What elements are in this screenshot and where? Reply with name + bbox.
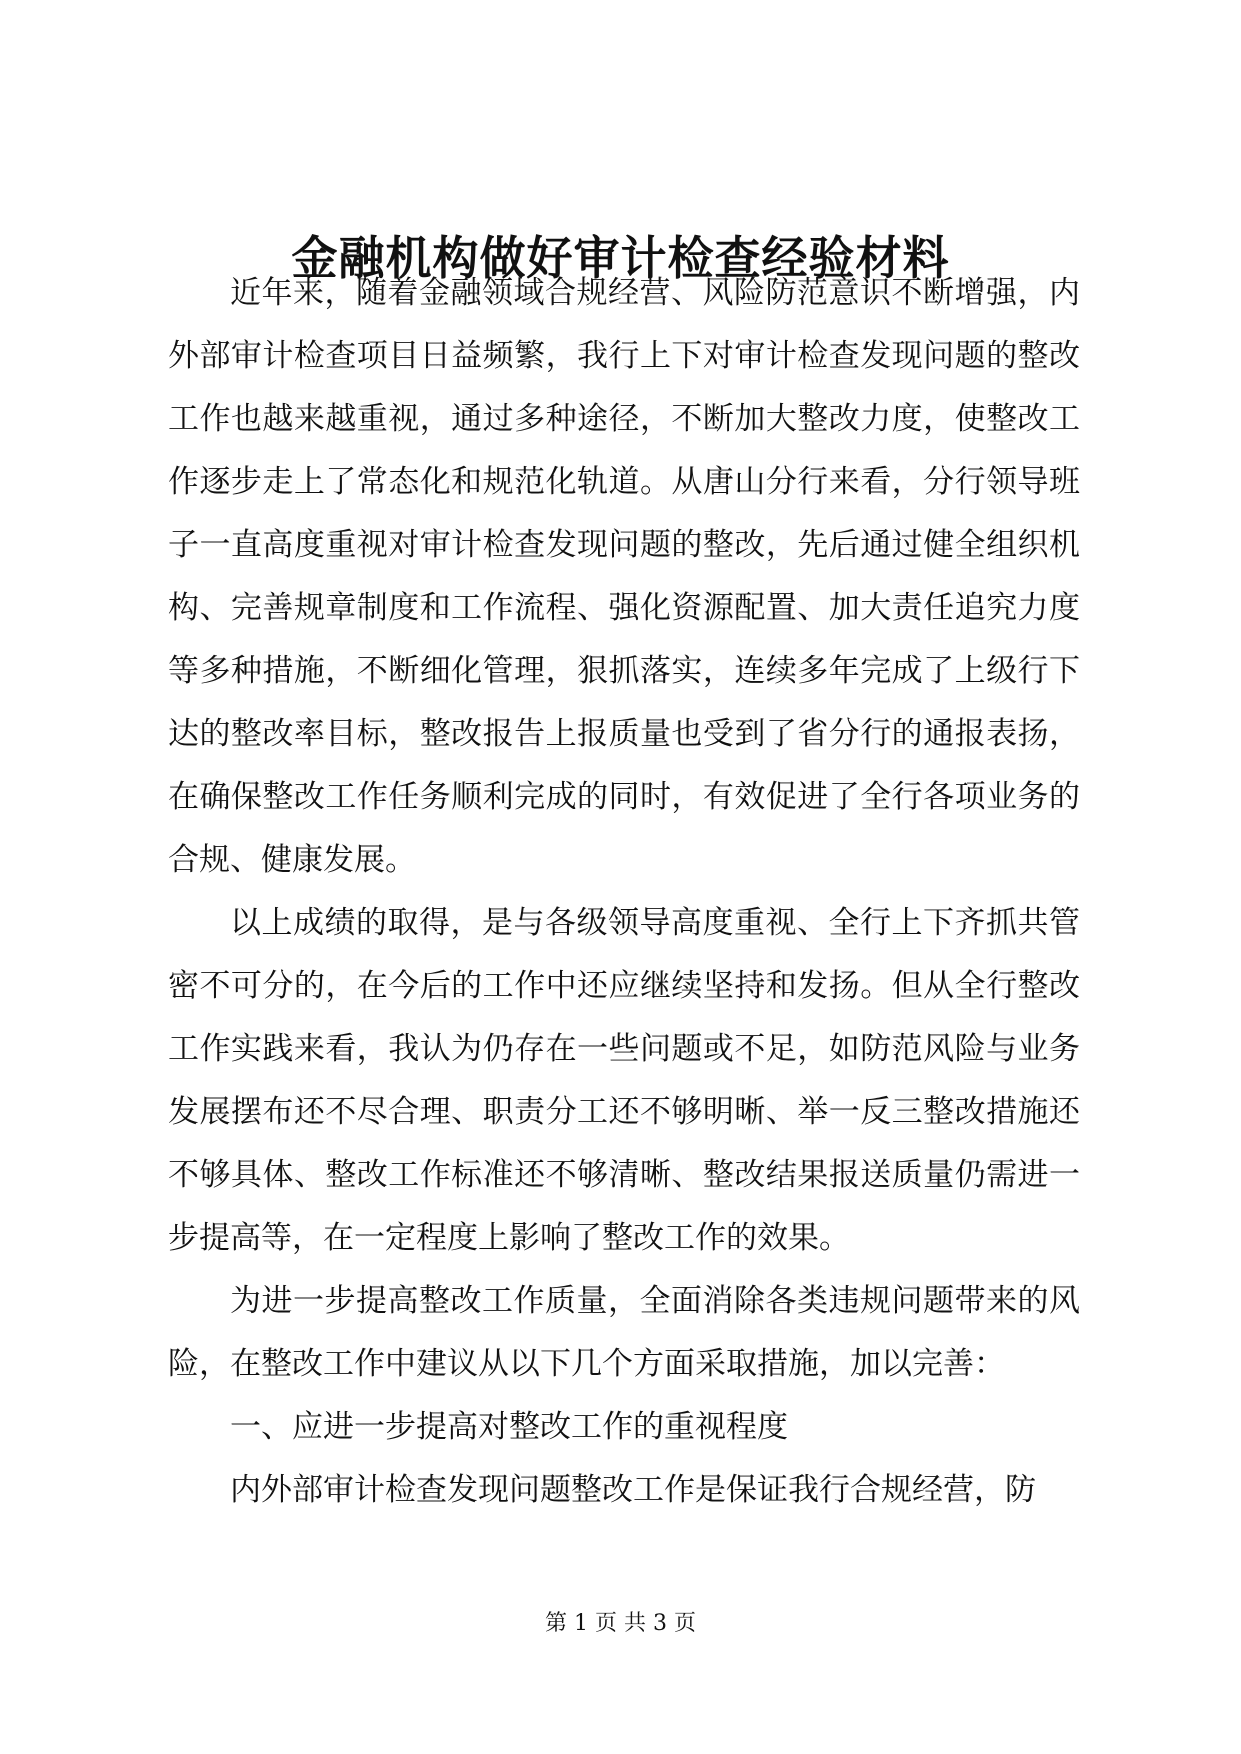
- section-heading-1: 一、应进一步提高对整改工作的重视程度: [230, 1409, 788, 1445]
- paragraph-3: 为进一步提高整改工作质量，全面消除各类违规问题带来的风险，在整改工作中建议从以下几个方面采取措施，加以完善：: [168, 1283, 1080, 1382]
- document-body: [168, 262, 1080, 1522]
- paragraph-1: 近年来，随着金融领域合规经营、风险防范意识不断增强，内外部审计检查项目日益频繁，我行上下对审计检查发现问题的整改工作也越来越重视，通过多种途径，不断加大整改力度，使整改工作逐步走上了常态化和规范化轨道。从唐山分行来看，分行领导班子一直高度重视对审计检查发现问题的整改，先后通过健全组织机构、完善规章制度和工作流程、强化资源配置、加大责任追究力度等多种措施，不断细化管理，狠抓落实，连续多年完成了上级行下达的整改率目标，整改报告上报质量也受到了省分行的通报表扬，在确保整改工作任务顺利完成的同时，有效促进了全行各项业务的合规、健康发展。: [168, 275, 1080, 878]
- paragraph-4: 内外部审计检查发现问题整改工作是保证我行合规经营，防: [230, 1472, 1036, 1508]
- document-title: 金融机构做好审计检查经验材料: [291, 231, 950, 285]
- paragraph-2: 以上成绩的取得，是与各级领导高度重视、全行上下齐抓共管密不可分的，在今后的工作中还应继续坚持和发扬。但从全行整改工作实践来看，我认为仍存在一些问题或不足，如防范风险与业务发展摆布还不尽合理、职责分工还不够明晰、举一反三整改措施还不够具体、整改工作标准还不够清晰、整改结果报送质量仍需进一步提高等，在一定程度上影响了整改工作的效果。: [168, 905, 1080, 1256]
- page-footer: 第 1 页 共 3 页: [545, 1611, 696, 1636]
